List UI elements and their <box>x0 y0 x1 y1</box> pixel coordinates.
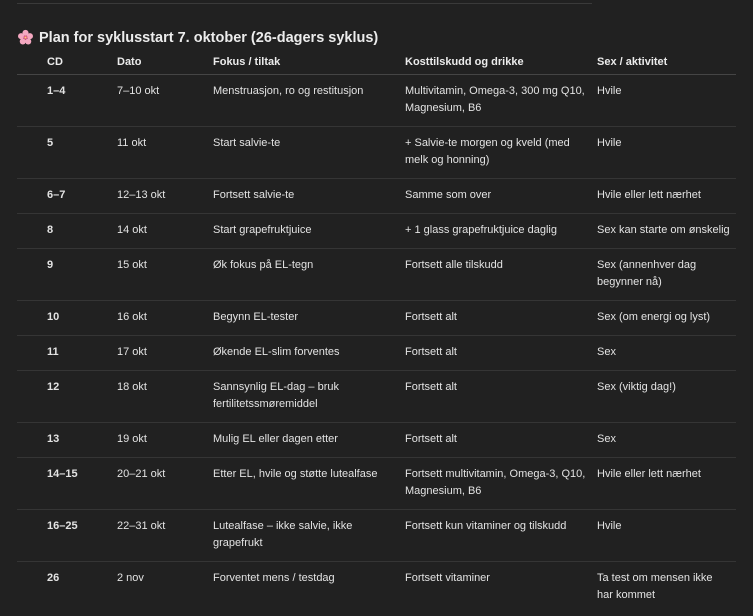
cell-sex-aktivitet: Hvile <box>597 137 622 149</box>
cycle-plan-table <box>17 51 736 613</box>
cell-cd: 13 <box>47 433 60 445</box>
cell-sex-aktivitet: Sex <box>597 433 616 445</box>
cell-fokus: Økende EL-slim forventes <box>213 346 340 358</box>
cell-cd: 12 <box>47 381 60 393</box>
cell-cd: 1–4 <box>47 85 66 97</box>
cell-cd: 26 <box>47 572 60 584</box>
cell-dato: 2 nov <box>117 572 144 584</box>
cell-dato: 20–21 okt <box>117 468 166 480</box>
table-row <box>17 562 736 613</box>
cell-fokus: Begynn EL-tester <box>213 311 298 323</box>
cell-fokus: Menstruasjon, ro og restitusjon <box>213 85 364 97</box>
table-row <box>17 301 736 336</box>
table-row <box>17 423 736 458</box>
cell-dato: 15 okt <box>117 259 147 271</box>
cell-sex-aktivitet: Sex (om energi og lyst) <box>597 311 711 323</box>
cell-sex-aktivitet: Hvile eller lett nærhet <box>597 468 701 480</box>
cell-kosttilskudd: Fortsett alt <box>405 433 457 445</box>
cell-fokus: Mulig EL eller dagen etter <box>213 433 338 445</box>
cell-dato: 16 okt <box>117 311 147 323</box>
table-row <box>17 214 736 249</box>
cell-cd: 11 <box>47 346 59 358</box>
header-fokus: Fokus / tiltak <box>213 56 281 68</box>
cell-fokus: Start salvie-te <box>213 137 281 149</box>
table-header-row <box>17 51 736 75</box>
cell-kosttilskudd: Fortsett alle tilskudd <box>405 259 503 271</box>
table-row <box>17 249 736 301</box>
cell-kosttilskudd: Fortsett alt <box>405 311 457 323</box>
cell-sex-aktivitet: Hvile eller lett nærhet <box>597 189 701 201</box>
cell-dato: 12–13 okt <box>117 189 166 201</box>
plan-title: Plan for syklusstart 7. oktober (26-dagers syklus) <box>39 29 379 46</box>
cell-fokus: Lutealfase – ikke salvie, ikke grapefrukt <box>213 520 353 549</box>
top-divider <box>17 3 592 4</box>
cell-dato: 22–31 okt <box>117 520 166 532</box>
cherry-blossom-icon <box>17 29 34 46</box>
cell-kosttilskudd: + 1 glass grapefruktjuice daglig <box>405 224 557 236</box>
cell-fokus: Sannsynlig EL-dag – bruk fertilitetssmøremiddel <box>213 381 339 410</box>
table-row <box>17 371 736 423</box>
cell-sex-aktivitet: Sex <box>597 346 616 358</box>
cell-fokus: Øk fokus på EL-tegn <box>213 259 314 271</box>
cell-sex-aktivitet: Sex (annenhver dag begynner nå) <box>597 259 697 288</box>
cell-kosttilskudd: Fortsett vitaminer <box>405 572 490 584</box>
cell-sex-aktivitet: Hvile <box>597 520 622 532</box>
table-row <box>17 127 736 179</box>
table-row <box>17 458 736 510</box>
cell-dato: 7–10 okt <box>117 85 160 97</box>
table-row <box>17 336 736 371</box>
cell-kosttilskudd: Multivitamin, Omega-3, 300 mg Q10, Magnesium, B6 <box>405 85 585 114</box>
header-sex-aktivitet: Sex / aktivitet <box>597 56 668 68</box>
table-row <box>17 75 736 127</box>
cell-sex-aktivitet: Ta test om mensen ikke har kommet <box>597 572 713 601</box>
cell-kosttilskudd: Fortsett alt <box>405 346 457 358</box>
cell-cd: 9 <box>47 259 54 271</box>
table-row <box>17 510 736 562</box>
cell-dato: 11 okt <box>117 137 147 149</box>
cell-kosttilskudd: + Salvie-te morgen og kveld (med melk og honning) <box>405 137 570 166</box>
header-cd: CD <box>47 56 63 68</box>
cell-dato: 17 okt <box>117 346 147 358</box>
cell-fokus: Etter EL, hvile og støtte lutealfase <box>213 468 378 480</box>
cell-kosttilskudd: Fortsett kun vitaminer og tilskudd <box>405 520 567 532</box>
cell-fokus: Fortsett salvie-te <box>213 189 295 201</box>
cell-fokus: Forventet mens / testdag <box>213 572 335 584</box>
cell-sex-aktivitet: Sex kan starte om ønskelig <box>597 224 730 236</box>
cell-cd: 8 <box>47 224 54 236</box>
cell-kosttilskudd: Fortsett multivitamin, Omega-3, Q10, Magnesium, B6 <box>405 468 586 497</box>
cell-cd: 6–7 <box>47 189 66 201</box>
cell-cd: 5 <box>47 137 54 149</box>
cell-fokus: Start grapefruktjuice <box>213 224 312 236</box>
plan-heading <box>17 29 378 46</box>
cell-dato: 14 okt <box>117 224 147 236</box>
cell-cd: 16–25 <box>47 520 78 532</box>
header-kosttilskudd: Kosttilskudd og drikke <box>405 56 524 68</box>
cell-dato: 18 okt <box>117 381 147 393</box>
cell-dato: 19 okt <box>117 433 147 445</box>
cell-kosttilskudd: Fortsett alt <box>405 381 457 393</box>
cell-cd: 10 <box>47 311 60 323</box>
table-row <box>17 179 736 214</box>
cell-sex-aktivitet: Sex (viktig dag!) <box>597 381 676 393</box>
cell-kosttilskudd: Samme som over <box>405 189 492 201</box>
header-dato: Dato <box>117 56 142 68</box>
cell-cd: 14–15 <box>47 468 78 480</box>
cell-sex-aktivitet: Hvile <box>597 85 622 97</box>
